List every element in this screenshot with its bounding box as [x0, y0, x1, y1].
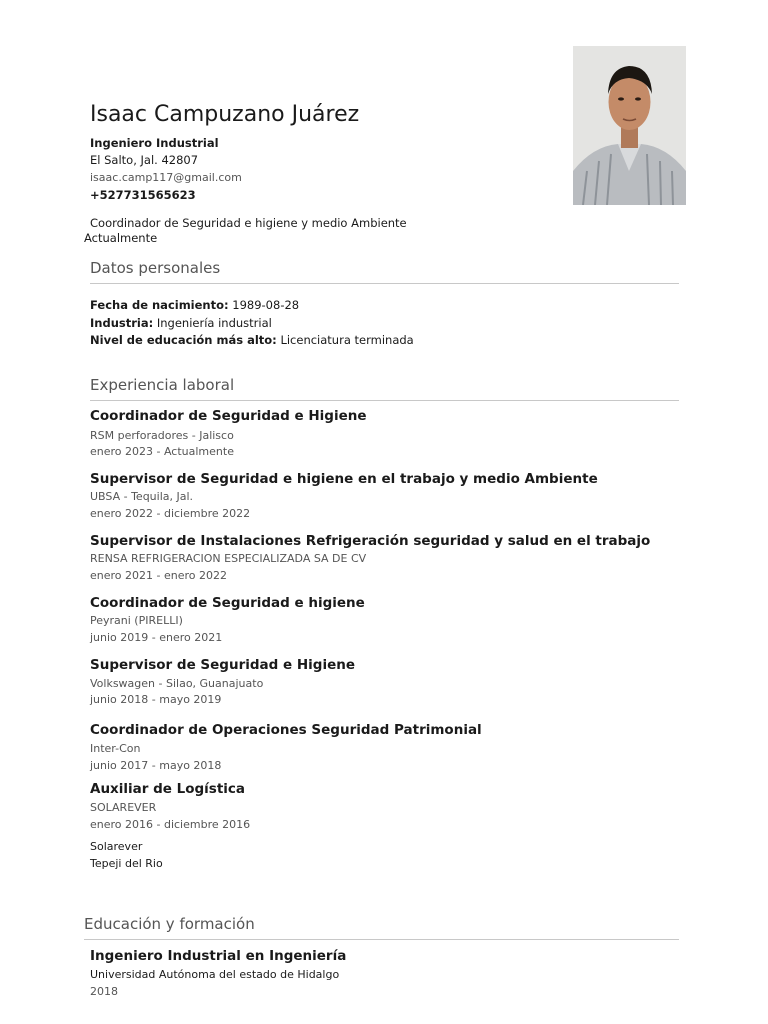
section-divider	[90, 283, 679, 284]
job-title: Coordinador de Seguridad e higiene	[90, 595, 365, 611]
section-divider	[84, 939, 679, 940]
job-title: Supervisor de Seguridad e higiene en el trabajo y medio Ambiente	[90, 471, 598, 487]
phone-number: +527731565623	[90, 188, 196, 202]
industry-label: Industria:	[90, 316, 154, 330]
job-company: Volkswagen - Silao, Guanajuato	[90, 677, 264, 690]
education-level-label: Nivel de educación más alto:	[90, 333, 277, 347]
profile-photo	[573, 46, 686, 205]
location: El Salto, Jal. 42807	[90, 153, 199, 167]
profile-photo-illustration	[573, 46, 686, 205]
current-status: Actualmente	[84, 231, 158, 245]
job-title: Supervisor de Seguridad e Higiene	[90, 657, 355, 673]
section-title-education: Educación y formación	[84, 915, 255, 933]
birth-date-label: Fecha de nacimiento:	[90, 298, 229, 312]
job-title: Auxiliar de Logística	[90, 781, 246, 797]
section-title-experience: Experiencia laboral	[90, 376, 235, 394]
section-divider	[90, 400, 679, 401]
education-level-row	[90, 333, 414, 347]
email-link[interactable]: isaac.camp117@gmail.com	[90, 171, 242, 184]
job-dates: enero 2023 - Actualmente	[90, 445, 234, 458]
candidate-name: Isaac Campuzano Juárez	[90, 102, 360, 127]
birth-date-row	[90, 298, 299, 312]
education-level-value: Licenciatura terminada	[280, 333, 414, 347]
job-extra-company: Solarever	[90, 840, 143, 853]
education-degree: Ingeniero Industrial en Ingeniería	[90, 948, 347, 964]
job-title: Coordinador de Operaciones Seguridad Patrimonial	[90, 722, 482, 738]
industry-row	[90, 316, 272, 330]
job-dates: junio 2017 - mayo 2018	[90, 759, 222, 772]
current-role: Coordinador de Seguridad e higiene y medio Ambiente	[90, 216, 407, 230]
job-dates: junio 2019 - enero 2021	[90, 631, 223, 644]
job-company: SOLAREVER	[90, 801, 157, 814]
job-dates: junio 2018 - mayo 2019	[90, 693, 222, 706]
industry-value: Ingeniería industrial	[156, 316, 272, 330]
job-dates: enero 2022 - diciembre 2022	[90, 507, 251, 520]
job-company: RSM perforadores - Jalisco	[90, 429, 234, 442]
job-company: Inter-Con	[90, 742, 141, 755]
job-company: Peyrani (PIRELLI)	[90, 614, 183, 627]
section-title-personal: Datos personales	[90, 259, 221, 277]
education-year: 2018	[90, 985, 118, 998]
professional-title: Ingeniero Industrial	[90, 136, 219, 150]
job-extra-location: Tepeji del Rio	[90, 857, 163, 870]
birth-date-value: 1989-08-28	[232, 298, 300, 312]
job-dates: enero 2021 - enero 2022	[90, 569, 227, 582]
job-company: RENSA REFRIGERACION ESPECIALIZADA SA DE CV	[90, 552, 367, 565]
education-school: Universidad Autónoma del estado de Hidalgo	[90, 968, 340, 981]
job-dates: enero 2016 - diciembre 2016	[90, 818, 251, 831]
job-title: Supervisor de Instalaciones Refrigeración seguridad y salud en el trabajo	[90, 533, 651, 549]
job-title: Coordinador de Seguridad e Higiene	[90, 408, 367, 424]
job-company: UBSA - Tequila, Jal.	[90, 490, 194, 503]
